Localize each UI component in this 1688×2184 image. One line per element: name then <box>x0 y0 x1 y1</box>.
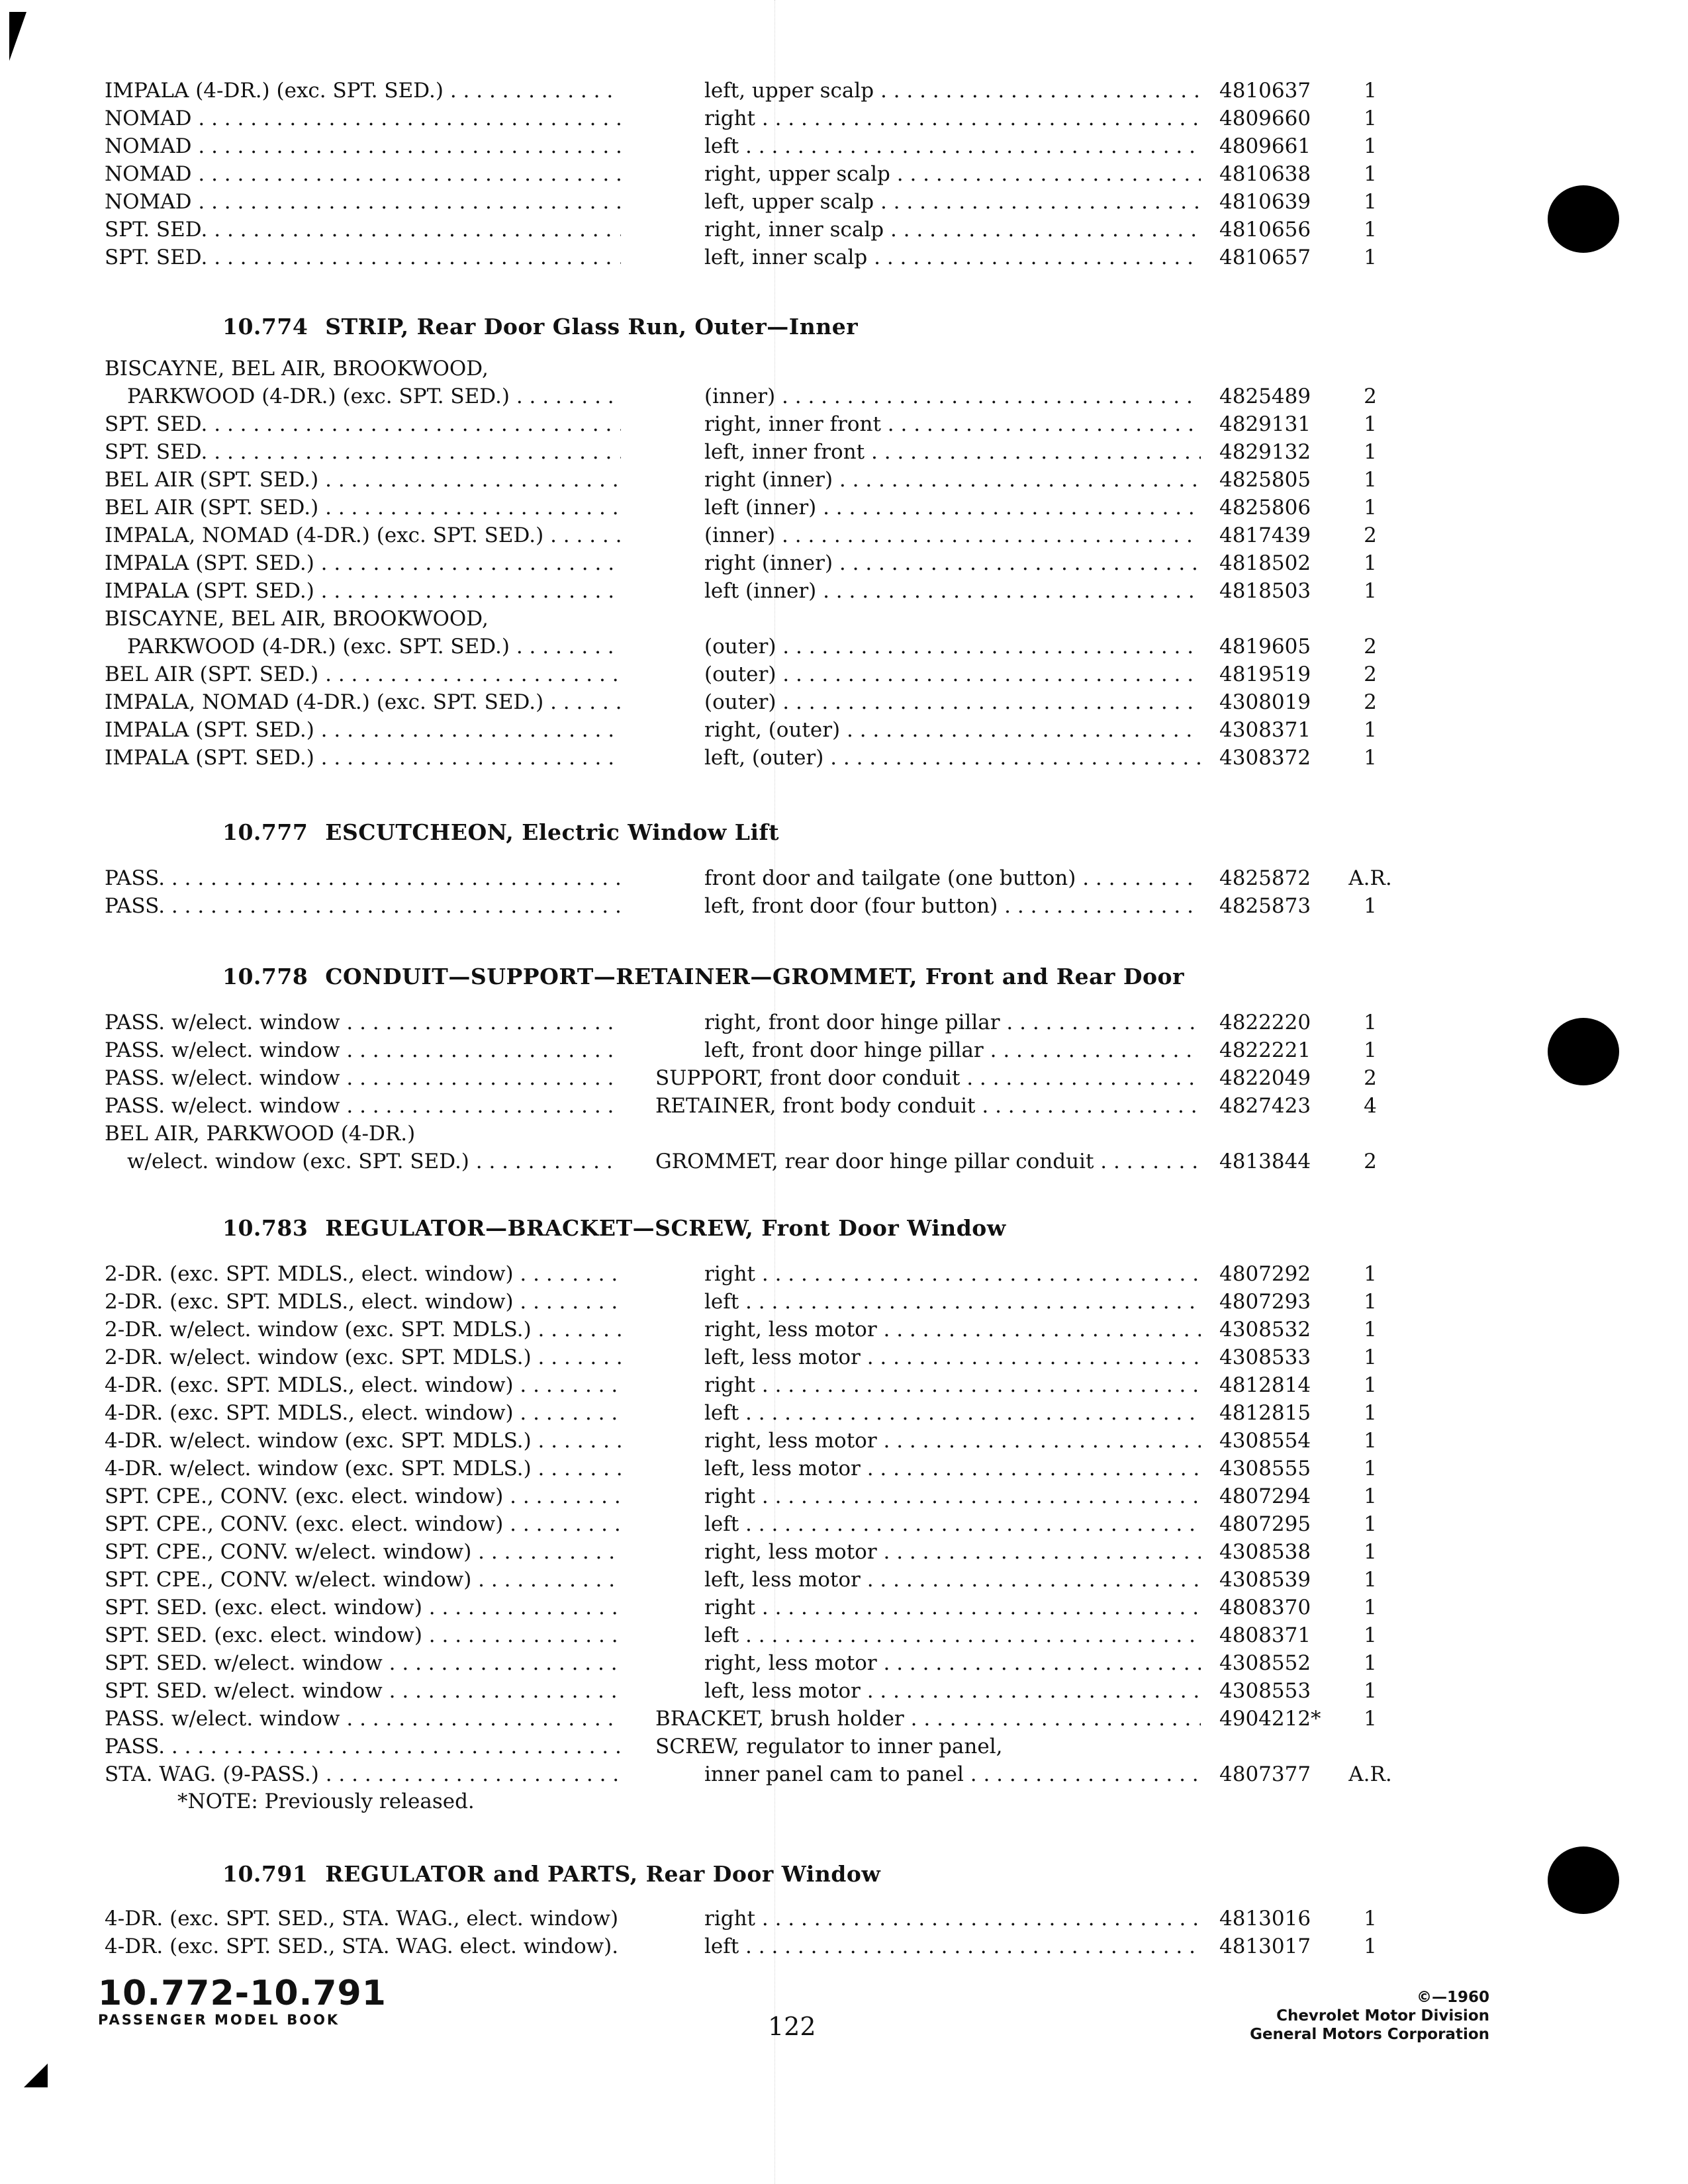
registration-mark-top <box>9 12 26 61</box>
table-row: PASS. w/elect. window . . . RETAINER, front body conduit . . . 4827423 4 <box>0 1092 1688 1120</box>
table-row: SPT. CPE., CONV. w/elect. window) . . . left, less motor . . . 4308539 1 <box>0 1566 1688 1594</box>
table-row: PASS. . . . SCREW, regulator to inner panel, <box>0 1733 1688 1760</box>
table-row: 4-DR. w/elect. window (exc. SPT. MDLS.) . . . right, less motor . . . 4308554 1 <box>0 1427 1688 1455</box>
table-row: 2-DR. (exc. SPT. MDLS., elect. window) . . . left . . . 4807293 1 <box>0 1288 1688 1316</box>
division-name: Chevrolet Motor Division <box>1276 2007 1489 2025</box>
table-row: IMPALA (SPT. SED.) . . . right, (outer) . . . 4308371 1 <box>0 716 1688 744</box>
table-row: 4-DR. w/elect. window (exc. SPT. MDLS.) . . . left, less motor . . . 4308555 1 <box>0 1455 1688 1482</box>
table-row: IMPALA, NOMAD (4-DR.) (exc. SPT. SED.) . . . (outer) . . . 4308019 2 <box>0 688 1688 716</box>
table-row: 4-DR. (exc. SPT. MDLS., elect. window) . . . right . . . 4812814 1 <box>0 1371 1688 1399</box>
table-row: PARKWOOD (4-DR.) (exc. SPT. SED.) . . . (outer) . . . 4819605 2 <box>0 633 1688 660</box>
table-row: BISCAYNE, BEL AIR, BROOKWOOD, <box>105 607 489 631</box>
publisher-block <box>1250 1988 1489 2044</box>
section-heading: 10.791 REGULATOR and PARTS, Rear Door Window <box>222 1861 881 1887</box>
table-row: SPT. SED. . . . right, inner scalp . . . 4810656 1 <box>0 216 1688 244</box>
table-row: PASS. w/elect. window . . . SUPPORT, front door conduit . . . 4822049 2 <box>0 1064 1688 1092</box>
table-row: SPT. SED. . . . left, inner front . . . 4829132 1 <box>0 438 1688 466</box>
table-row: SPT. SED. . . . right, inner front . . . 4829131 1 <box>0 410 1688 438</box>
table-row: 4-DR. (exc. SPT. SED., STA. WAG., elect. window) right . . . 4813016 1 <box>0 1905 1688 1933</box>
table-row: PASS. w/elect. window . . . left, front door hinge pillar . . . 4822221 1 <box>0 1036 1688 1064</box>
table-row: BEL AIR, PARKWOOD (4-DR.) <box>105 1122 416 1146</box>
table-row: 2-DR. w/elect. window (exc. SPT. MDLS.) . . . left, less motor . . . 4308533 1 <box>0 1343 1688 1371</box>
table-row: SPT. SED. w/elect. window . . . left, less motor . . . 4308553 1 <box>0 1677 1688 1705</box>
footnote: *NOTE: Previously released. <box>177 1790 475 1813</box>
table-row: BEL AIR (SPT. SED.) . . . left (inner) . . . 4825806 1 <box>0 494 1688 522</box>
binder-hole-bottom <box>1548 1846 1619 1914</box>
table-row: PASS. . . . front door and tailgate (one button) . . . 4825872 A.R. <box>0 864 1688 892</box>
table-row: NOMAD . . . right, upper scalp . . . 4810638 1 <box>0 160 1688 188</box>
registration-mark-bottom <box>24 2064 48 2087</box>
table-row: NOMAD . . . left, upper scalp . . . 4810639 1 <box>0 188 1688 216</box>
section-heading: 10.774 STRIP, Rear Door Glass Run, Outer—Inner <box>222 314 859 340</box>
table-row: IMPALA (SPT. SED.) . . . right (inner) . . . 4818502 1 <box>0 549 1688 577</box>
table-row: IMPALA (SPT. SED.) . . . left (inner) . . . 4818503 1 <box>0 577 1688 605</box>
table-row: PASS. w/elect. window . . . BRACKET, brush holder . . . 4904212* 1 <box>0 1705 1688 1733</box>
table-row: BEL AIR (SPT. SED.) . . . (outer) . . . 4819519 2 <box>0 660 1688 688</box>
copyright: ©—1960 <box>1416 1989 1489 2006</box>
table-row: SPT. CPE., CONV. (exc. elect. window) . . . left . . . 4807295 1 <box>0 1510 1688 1538</box>
page-number: 122 <box>768 2012 816 2041</box>
table-row: SPT. SED. (exc. elect. window) . . . right . . . 4808370 1 <box>0 1594 1688 1621</box>
section-heading: 10.777 ESCUTCHEON, Electric Window Lift <box>222 819 779 845</box>
table-row: PASS. . . . left, front door (four button) . . . 4825873 1 <box>0 892 1688 920</box>
table-row: PARKWOOD (4-DR.) (exc. SPT. SED.) . . . (inner) . . . 4825489 2 <box>0 383 1688 410</box>
table-row: 2-DR. (exc. SPT. MDLS., elect. window) . . . right . . . 4807292 1 <box>0 1260 1688 1288</box>
table-row: IMPALA (SPT. SED.) . . . left, (outer) . . . 4308372 1 <box>0 744 1688 772</box>
section-heading: 10.778 CONDUIT—SUPPORT—RETAINER—GROMMET, Front and Rear Door <box>222 964 1184 989</box>
table-row: SPT. CPE., CONV. (exc. elect. window) . . . right . . . 4807294 1 <box>0 1482 1688 1510</box>
table-row: IMPALA, NOMAD (4-DR.) (exc. SPT. SED.) . . . (inner) . . . 4817439 2 <box>0 522 1688 549</box>
table-row: SPT. SED. . . . left, inner scalp . . . 4810657 1 <box>0 244 1688 271</box>
table-row: PASS. w/elect. window . . . right, front door hinge pillar . . . 4822220 1 <box>0 1009 1688 1036</box>
table-row: 4-DR. (exc. SPT. SED., STA. WAG. elect. window). left . . . 4813017 1 <box>0 1933 1688 1960</box>
table-row: w/elect. window (exc. SPT. SED.) . . . GROMMET, rear door hinge pillar conduit . . . 4813844 2 <box>0 1148 1688 1175</box>
table-row: SPT. SED. (exc. elect. window) . . . left . . . 4808371 1 <box>0 1621 1688 1649</box>
table-row: BISCAYNE, BEL AIR, BROOKWOOD, <box>105 357 489 381</box>
section-heading: 10.783 REGULATOR—BRACKET—SCREW, Front Door Window <box>222 1215 1006 1241</box>
table-row: NOMAD . . . left . . . 4809661 1 <box>0 132 1688 160</box>
table-row: 2-DR. w/elect. window (exc. SPT. MDLS.) . . . right, less motor . . . 4308532 1 <box>0 1316 1688 1343</box>
table-row: SPT. SED. w/elect. window . . . right, less motor . . . 4308552 1 <box>0 1649 1688 1677</box>
table-row: SPT. CPE., CONV. w/elect. window) . . . right, less motor . . . 4308538 1 <box>0 1538 1688 1566</box>
table-row: 4-DR. (exc. SPT. MDLS., elect. window) . . . left . . . 4812815 1 <box>0 1399 1688 1427</box>
book-title: PASSENGER MODEL BOOK <box>98 2012 340 2028</box>
corporation-name: General Motors Corporation <box>1250 2026 1489 2043</box>
section-range: 10.772-10.791 <box>98 1974 387 2013</box>
table-row: BEL AIR (SPT. SED.) . . . right (inner) . . . 4825805 1 <box>0 466 1688 494</box>
table-row: STA. WAG. (9-PASS.) . . . inner panel cam to panel . . . 4807377 A.R. <box>0 1760 1688 1788</box>
table-row: IMPALA (4-DR.) (exc. SPT. SED.) . . . left, upper scalp . . . 4810637 1 <box>0 77 1688 105</box>
table-row: NOMAD . . . right . . . 4809660 1 <box>0 105 1688 132</box>
